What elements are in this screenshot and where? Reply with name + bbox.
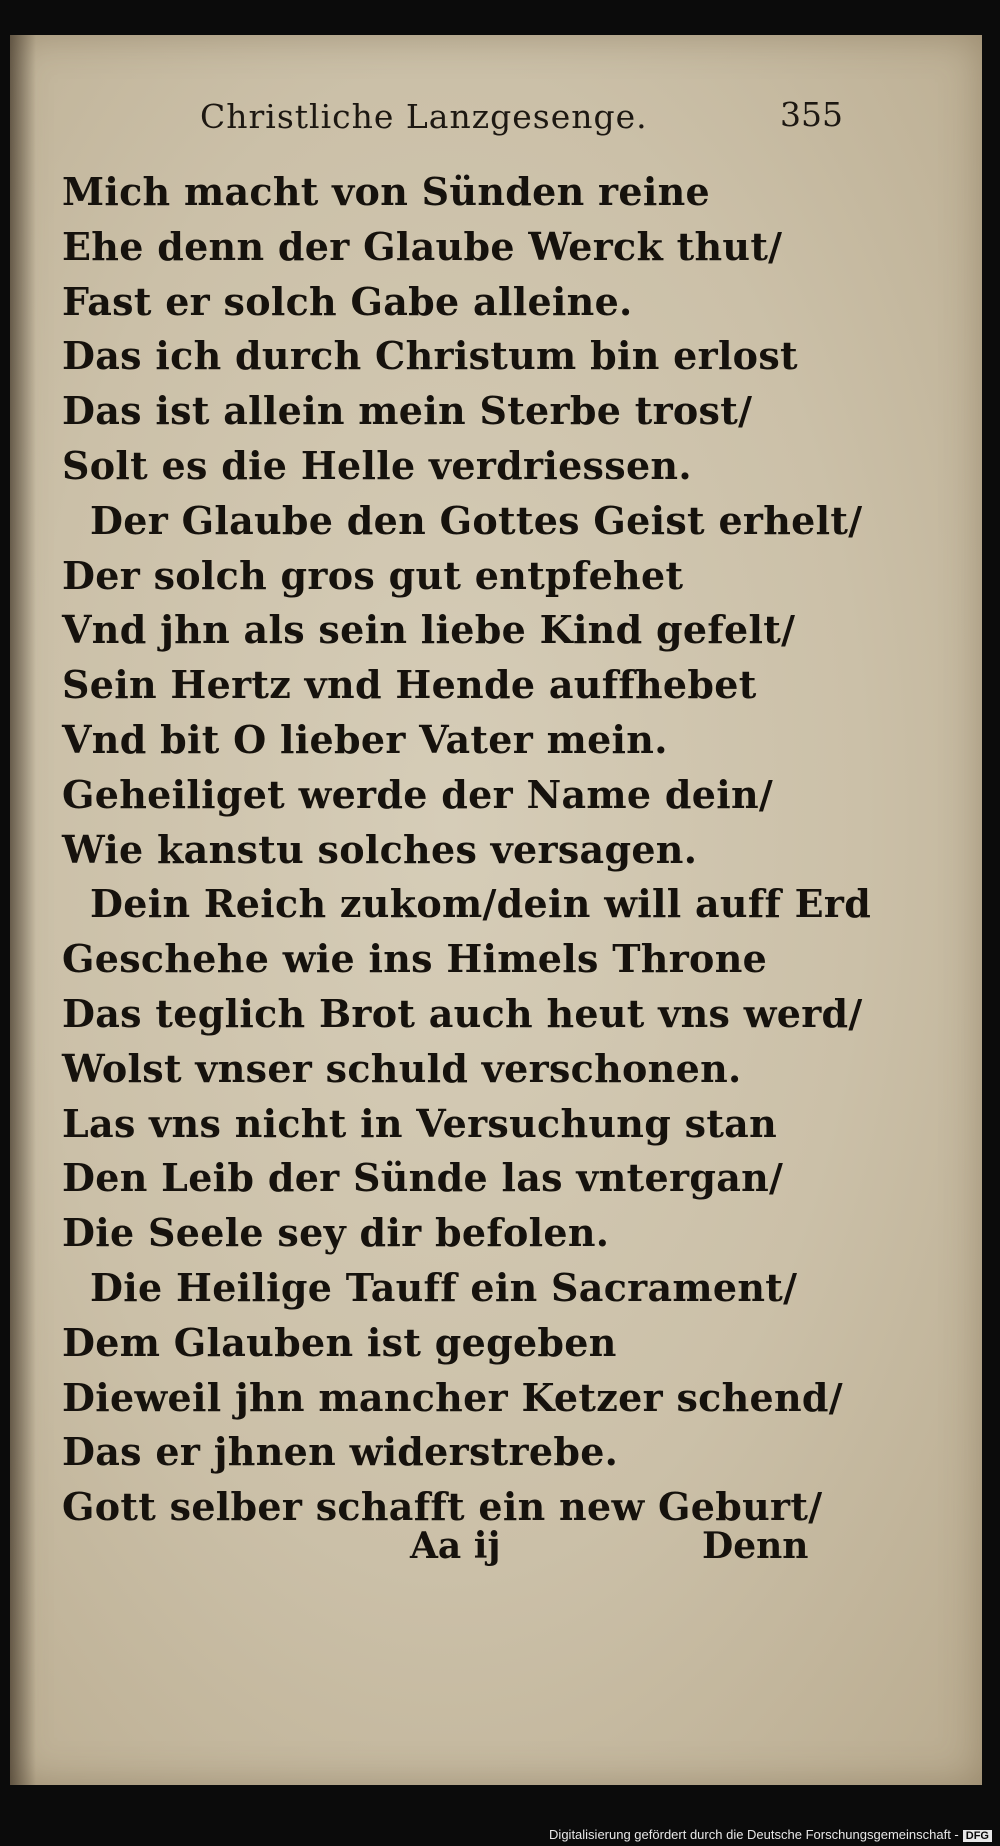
verse-line: Geschehe wie ins Himels Throne bbox=[62, 936, 768, 982]
signature-mark: Aa ij bbox=[410, 1525, 501, 1567]
verse-text bbox=[62, 165, 872, 1535]
verse-line: Wie kanstu solches versagen. bbox=[62, 826, 698, 872]
verse-line: Las vns nicht in Versuchung stan bbox=[62, 1100, 778, 1146]
dfg-logo: DFG bbox=[963, 1830, 992, 1842]
verse-line: Die Heilige Tauff ein Sacrament/ bbox=[90, 1264, 798, 1310]
verse-line: Dem Glauben ist gegeben bbox=[62, 1319, 617, 1365]
verse-line: Wolst vnser schuld verschonen. bbox=[62, 1045, 742, 1091]
book-page bbox=[10, 35, 982, 1785]
verse-line: Dieweil jhn mancher Ketzer schend/ bbox=[62, 1374, 843, 1420]
verse-line: Geheiliget werde der Name dein/ bbox=[62, 771, 774, 817]
verse-line: Mich macht von Sünden reine bbox=[62, 169, 710, 214]
verse-line: Sein Hertz vnd Hende auffhebet bbox=[62, 662, 757, 708]
verse-line: Die Seele sey dir befolen. bbox=[62, 1210, 610, 1256]
verse-line: Das ist allein mein Sterbe trost/ bbox=[62, 388, 753, 434]
catchword: Denn bbox=[702, 1525, 809, 1567]
verse-line: Das er jhnen widerstrebe. bbox=[62, 1429, 619, 1475]
verse-line: Den Leib der Sünde las vntergan/ bbox=[62, 1155, 784, 1201]
spine-shadow bbox=[10, 35, 36, 1785]
credit-text: Digitalisierung gefördert durch die Deutsche Forschungsgemeinschaft - bbox=[549, 1827, 959, 1842]
digitization-credit bbox=[549, 1827, 992, 1842]
verse-line: Gott selber schafft ein new Geburt/ bbox=[62, 1484, 823, 1530]
verse-line: Solt es die Helle verdriessen. bbox=[62, 442, 692, 488]
verse-line: Dein Reich zukom/dein will auff Erd bbox=[90, 881, 872, 927]
verse-line: Das ich durch Christum bin erlost bbox=[62, 333, 798, 379]
running-head: Christliche Lanzgesenge. bbox=[200, 97, 648, 136]
verse-line: Vnd jhn als sein liebe Kind gefelt/ bbox=[62, 607, 796, 653]
verse-line: Das teglich Brot auch heut vns werd/ bbox=[62, 990, 863, 1036]
verse-line: Der Glaube den Gottes Geist erhelt/ bbox=[90, 497, 863, 543]
page-number: 355 bbox=[780, 95, 843, 134]
verse-line: Fast er solch Gabe alleine. bbox=[62, 278, 633, 324]
verse-line: Vnd bit O lieber Vater mein. bbox=[62, 716, 668, 762]
verse-line: Ehe denn der Glaube Werck thut/ bbox=[62, 223, 783, 269]
verse-line: Der solch gros gut entpfehet bbox=[62, 552, 684, 598]
